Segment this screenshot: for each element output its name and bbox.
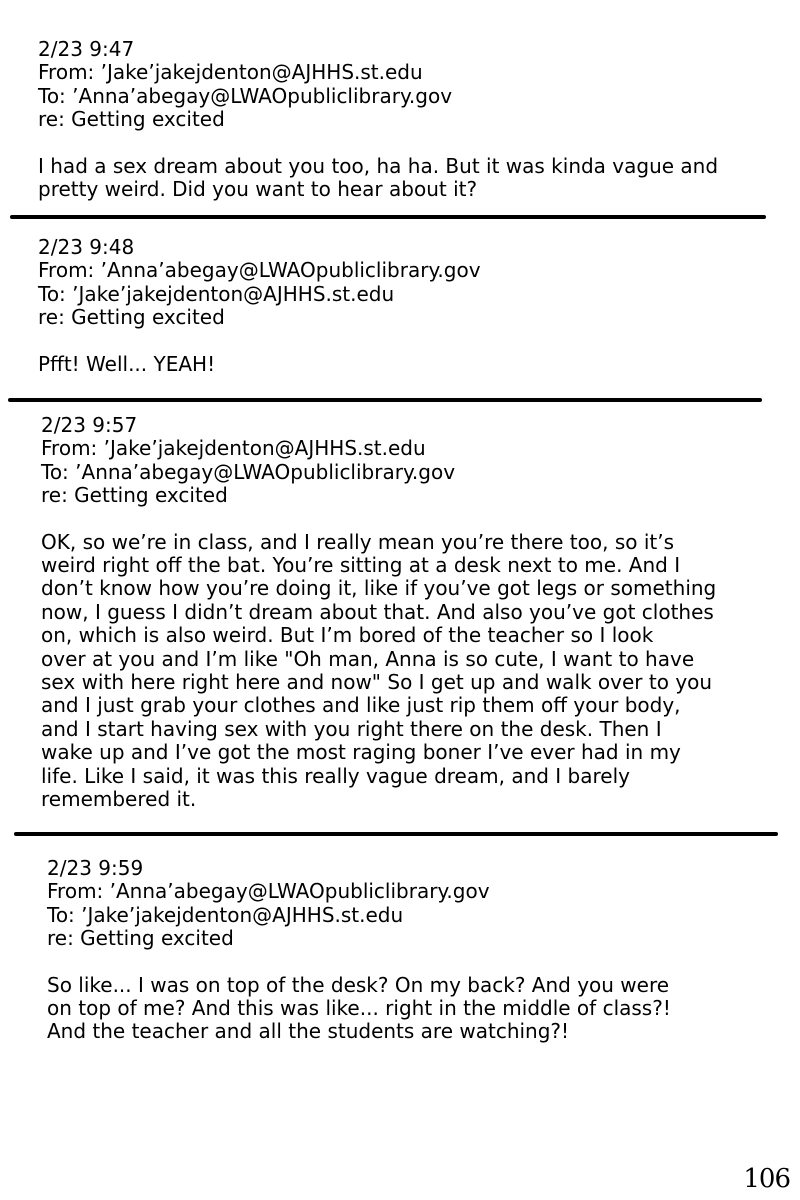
email-message — [38, 38, 718, 201]
email-from: From: ’Jake’jakejdenton@AJHHS.st.edu — [41, 436, 426, 461]
email-body-line: life. Like I said, it was this really vague dream, and I barely — [41, 763, 630, 788]
email-from: From: ’Jake’jakejdenton@AJHHS.st.edu — [38, 60, 423, 85]
email-body-line: don’t know how you’re doing it, like if you’ve got legs or something — [41, 576, 717, 601]
page-number: 106 — [743, 1164, 790, 1194]
email-subject: re: Getting excited — [38, 107, 225, 132]
email-body — [38, 155, 718, 202]
email-timestamp: 2/23 9:48 — [38, 235, 135, 259]
email-header — [47, 857, 671, 951]
email-divider — [8, 398, 762, 402]
email-body-line: remembered it. — [41, 787, 197, 812]
email-subject: re: Getting excited — [47, 926, 234, 951]
email-to: To: ’Jake’jakejdenton@AJHHS.st.edu — [38, 281, 395, 306]
email-body-line: and I start having sex with you right there on the desk. Then I — [41, 716, 662, 741]
email-timestamp: 2/23 9:47 — [38, 37, 135, 61]
email-body-line: wake up and I’ve got the most raging boner I’ve ever had in my — [41, 740, 681, 765]
email-from: From: ’Anna’abegay@LWAOpubliclibrary.gov — [38, 258, 481, 283]
email-body — [38, 353, 481, 376]
email-timestamp: 2/23 9:59 — [47, 856, 144, 880]
email-to: To: ’Anna’abegay@LWAOpubliclibrary.gov — [38, 83, 453, 108]
email-body-line: Pfft! Well... YEAH! — [38, 351, 216, 376]
email-body-line: on, which is also weird. But I’m bored of the teacher so I look — [41, 623, 654, 648]
email-divider — [10, 215, 766, 219]
email-body-line: over at you and I’m like "Oh man, Anna is so cute, I want to have — [41, 646, 695, 671]
email-body — [47, 974, 671, 1044]
email-body-line: pretty weird. Did you want to hear about it? — [38, 177, 478, 202]
email-to: To: ’Anna’abegay@LWAOpubliclibrary.gov — [41, 459, 456, 484]
email-body-line: So like... I was on top of the desk? On my back? And you were — [47, 972, 670, 997]
email-header — [38, 236, 481, 330]
email-message — [47, 857, 671, 1044]
email-header — [38, 38, 718, 132]
email-body — [41, 531, 716, 812]
email-timestamp: 2/23 9:57 — [41, 413, 138, 437]
email-to: To: ’Jake’jakejdenton@AJHHS.st.edu — [47, 902, 404, 927]
email-divider — [14, 832, 778, 836]
email-body-line: weird right off the bat. You’re sitting at a desk next to me. And I — [41, 553, 681, 578]
email-body-line: and I just grab your clothes and like just rip them off your body, — [41, 693, 681, 718]
email-from: From: ’Anna’abegay@LWAOpubliclibrary.gov — [47, 879, 490, 904]
email-header — [41, 414, 716, 508]
email-body-line: OK, so we’re in class, and I really mean you’re there too, so it’s — [41, 529, 675, 554]
email-subject: re: Getting excited — [38, 305, 225, 330]
email-message — [38, 236, 481, 376]
email-body-line: now, I guess I didn’t dream about that. And also you’ve got clothes — [41, 599, 714, 624]
email-body-line: sex with here right here and now" So I get up and walk over to you — [41, 670, 713, 695]
email-subject: re: Getting excited — [41, 483, 228, 508]
email-body-line: And the teacher and all the students are watching?! — [47, 1019, 570, 1044]
email-body-line: on top of me? And this was like... right in the middle of class?! — [47, 996, 671, 1021]
email-message — [41, 414, 716, 812]
email-body-line: I had a sex dream about you too, ha ha. But it was kinda vague and — [38, 153, 719, 178]
